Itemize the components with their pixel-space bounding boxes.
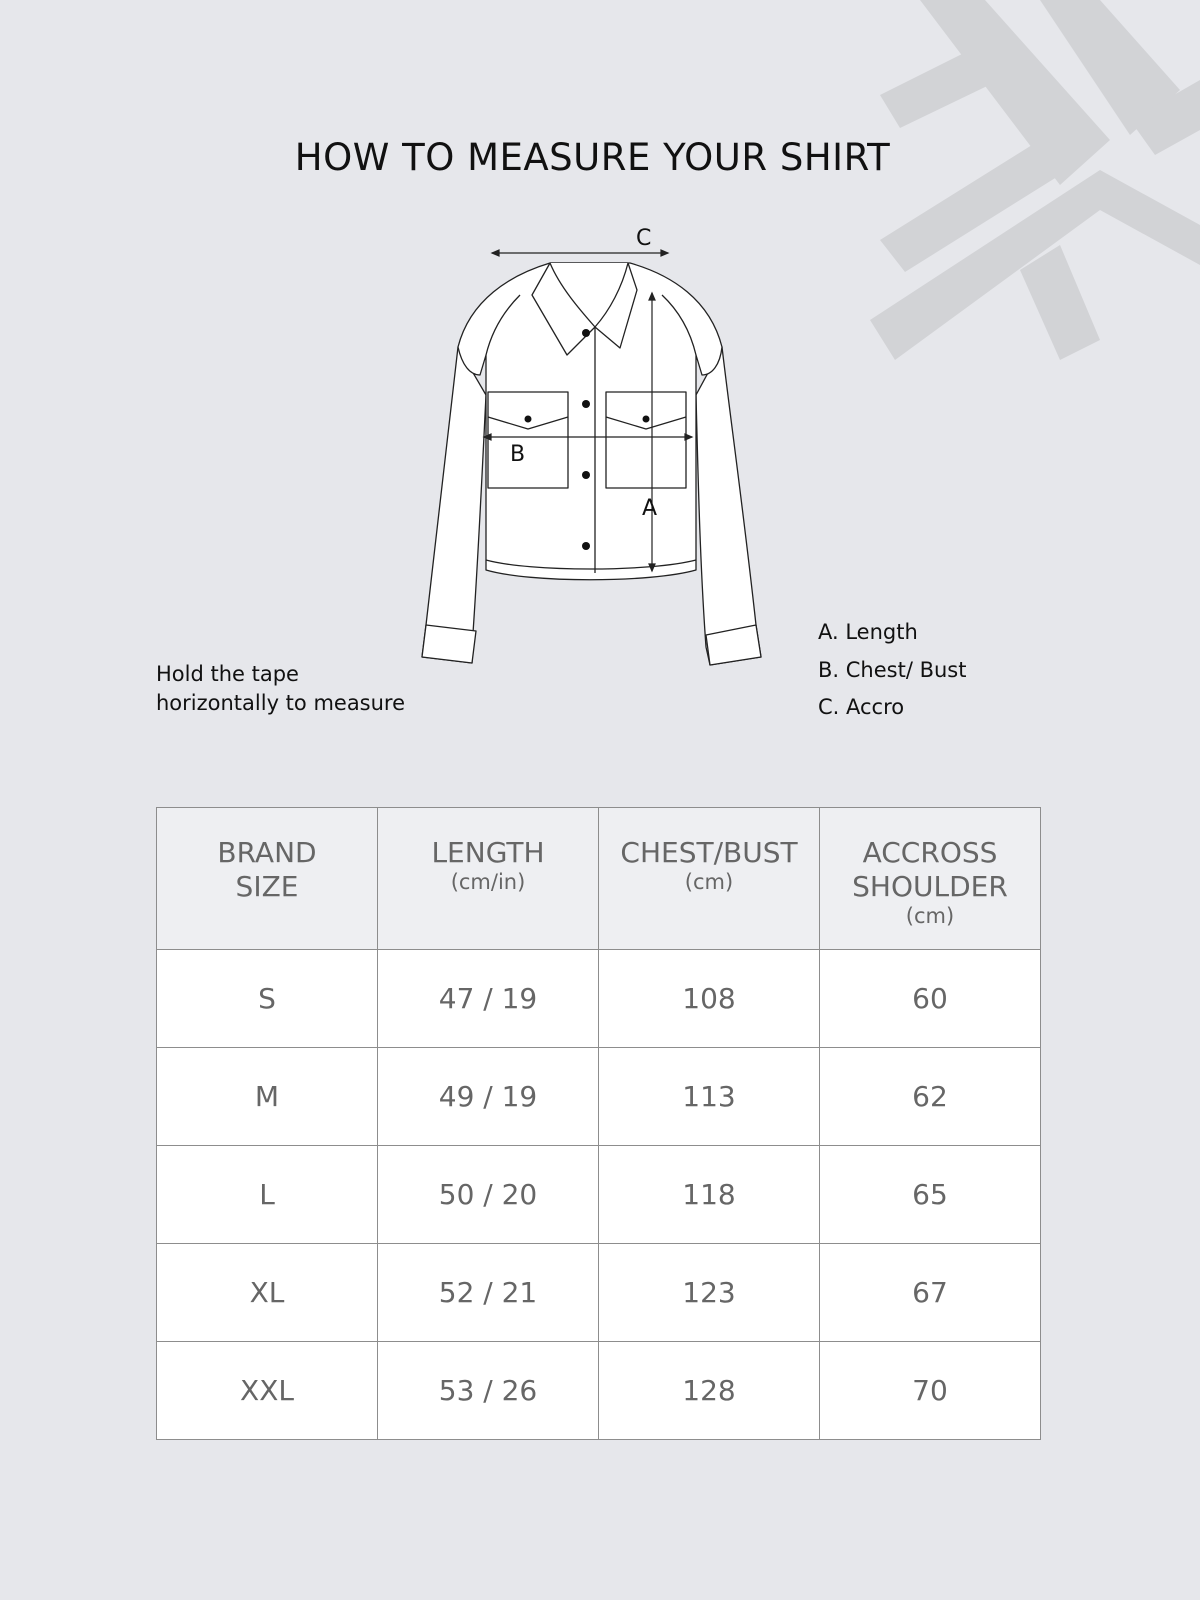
cell-size: M [157,1048,378,1146]
cell-chest: 108 [599,950,820,1048]
label-b: B [510,442,526,467]
cell-length: 53 / 26 [378,1342,599,1440]
table-row [157,1146,1041,1244]
header-unit: (cm) [684,870,734,894]
header-unit: (cm/in) [450,870,526,894]
cell-size: S [157,950,378,1048]
header-label: BRAND [217,836,317,869]
cell-length: 47 / 19 [378,950,599,1048]
page-title: HOW TO MEASURE YOUR SHIRT [294,136,891,179]
header-unit: (cm) [905,904,955,928]
header-label: CHEST/BUST [620,836,798,869]
size-chart-table [156,807,1041,1440]
table-row [157,950,1041,1048]
table-row [157,1342,1041,1440]
header-label: SHOULDER [852,870,1008,903]
cell-length: 50 / 20 [378,1146,599,1244]
cell-shoulder: 70 [820,1342,1041,1440]
cell-shoulder: 60 [820,950,1041,1048]
header-label: LENGTH [431,836,545,869]
header-label: SIZE [235,870,299,903]
cell-shoulder: 62 [820,1048,1041,1146]
header-across-shoulder [820,808,1041,950]
cell-shoulder: 65 [820,1146,1041,1244]
hint-line-2: horizontally to measure [156,691,406,715]
hint-line-1: Hold the tape [156,662,299,686]
label-a: A [642,496,658,521]
cell-size: XXL [157,1342,378,1440]
cell-chest: 128 [599,1342,820,1440]
header-length [378,808,599,950]
measurement-legend [818,614,966,727]
cell-chest: 118 [599,1146,820,1244]
legend-length: A. Length [818,620,918,644]
cell-size: XL [157,1244,378,1342]
header-brand-size [157,808,378,950]
header-chest [599,808,820,950]
label-c: C [636,226,652,251]
measure-hint [156,660,405,718]
table-row [157,1048,1041,1146]
cell-chest: 113 [599,1048,820,1146]
table-header-row [157,808,1041,950]
header-label: ACCROSS [862,836,998,869]
cell-chest: 123 [599,1244,820,1342]
legend-across: C. Accro [818,695,905,719]
shirt-diagram [400,215,800,695]
cell-size: L [157,1146,378,1244]
legend-chest: B. Chest/ Bust [818,657,967,682]
table-row [157,1244,1041,1342]
cell-length: 49 / 19 [378,1048,599,1146]
cell-length: 52 / 21 [378,1244,599,1342]
cell-shoulder: 67 [820,1244,1041,1342]
